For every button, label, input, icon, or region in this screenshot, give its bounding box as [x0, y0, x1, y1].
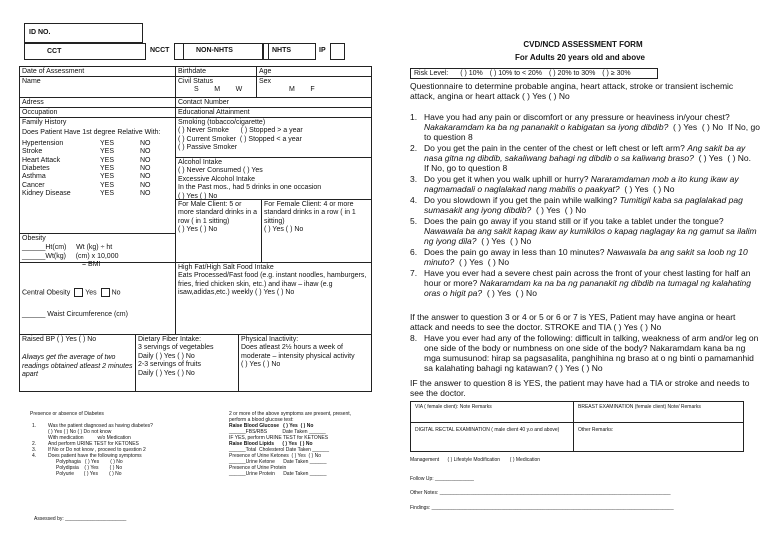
food-intake-label: High Fat/High Salt Food Intake	[178, 264, 274, 271]
waist-circumference[interactable]: ______ Waist Circumference (cm)	[22, 311, 128, 319]
question-answer-options[interactable]: ( ) Yes ( ) No	[531, 205, 587, 215]
ip-checkbox[interactable]	[330, 43, 345, 60]
patient-info-table	[19, 66, 372, 392]
smoking-label: Smoking (tobacco/cigarette)	[178, 119, 266, 126]
date-label: Date of Assessment	[22, 68, 85, 75]
birthdate-label: Birthdate	[178, 68, 207, 75]
risk-option-4[interactable]: ( ) ≥ 30%	[602, 70, 631, 77]
smoking-section	[175, 117, 372, 158]
question-item	[410, 216, 760, 246]
family-history-condition: Asthma	[22, 173, 46, 181]
obesity-label: Obesity	[22, 235, 46, 242]
question-translation: Nawawala ba ang sakit kapag ikaw ay kumikilos o kapag naglagay ka ng gamut sa ilalim ng iyong dila?	[424, 226, 757, 246]
family-history-no[interactable]: NO	[140, 190, 151, 198]
family-history-row	[22, 165, 173, 173]
question-item	[410, 195, 760, 215]
risk-option-1[interactable]: ( ) 10%	[460, 70, 483, 77]
blood-test-section	[229, 411, 364, 477]
fiber-veg: 3 servings of vegetables	[138, 344, 214, 352]
diabetes-num-4: 4.	[32, 453, 37, 459]
sex-options: M F	[289, 86, 315, 94]
physical-label: Physical Inactivity:	[241, 336, 299, 343]
central-obesity-no: No	[111, 288, 121, 296]
female-client-text: For Female Client: 4 or more standard drinks in a row ( in 1 sitting)	[264, 201, 356, 225]
obesity-bmi: = BMI	[82, 261, 101, 269]
symptom-polyurie[interactable]: Polyurie ( ) Yes ( ) No	[56, 471, 122, 477]
question-number: 4.	[410, 195, 418, 205]
family-history-row	[22, 173, 173, 181]
name-field[interactable]	[19, 76, 176, 98]
question-number: 7.	[410, 268, 418, 278]
family-history-yes[interactable]: YES	[100, 173, 115, 181]
smoking-options-1[interactable]: ( ) Never Smoke ( ) Stopped > a year	[178, 127, 303, 135]
breast-label: BREAST EXAMINATION (female client) Note/ Remarks	[578, 404, 701, 410]
address-label: Adress	[22, 99, 44, 106]
ncct-label: NCCT	[150, 47, 170, 54]
family-history-label: Family History	[22, 119, 67, 126]
sex-field[interactable]	[256, 76, 372, 98]
age-label: Age	[259, 68, 272, 75]
physical-options[interactable]: ( ) Yes ( ) No	[241, 361, 281, 369]
alcohol-past-options[interactable]: ( ) Yes ( ) No	[178, 192, 218, 200]
question-answer-options[interactable]: ( ) Yes ( ) No	[454, 257, 510, 267]
male-client-text: For Male Client: 5 or more standard drinks in a row ( in 1 sitting)	[178, 201, 257, 225]
family-history-no[interactable]: NO	[140, 173, 151, 181]
question-text: Have you ever had a severe chest pain across the front of your chest lasting for half an hour or more?	[424, 268, 751, 288]
raised-bp-note: Always get the average of two readings obtained atleast 2 minutes apart	[22, 354, 133, 379]
urine-protein[interactable]: ______Urine Protein Date Taken ______	[229, 471, 327, 477]
fbs-rbs[interactable]: ______FBS/RBS Date Taken ______	[229, 429, 326, 435]
male-client-section	[175, 199, 262, 263]
civil-status-label: Civil Status	[178, 78, 214, 85]
central-obesity-row	[22, 288, 173, 298]
question-8-number: 8.	[410, 333, 418, 343]
raised-bp-label[interactable]: Raised BP ( ) Yes ( ) No	[22, 336, 97, 343]
family-history-condition: Diabetes	[22, 164, 50, 172]
nhts-label: NHTS	[272, 47, 292, 54]
family-history-no[interactable]: NO	[140, 164, 151, 172]
family-history-condition: Stroke	[22, 148, 43, 156]
question-number: 2.	[410, 143, 418, 153]
assessed-by[interactable]: Assessed by: ______________________	[34, 516, 127, 522]
question-translation: Tumitigil kaba sa paglalakad pag sumasakit ang iyong dibdib?	[424, 195, 743, 215]
question-translation: Nakakaramdam ka ba ng pananakit o kabigatan sa iyong dibdib?	[424, 122, 669, 132]
raised-bp-section	[19, 334, 136, 392]
question-answer-options[interactable]: ( ) Yes ( ) No	[619, 184, 675, 194]
diabetes-num-1: 1.	[32, 423, 37, 429]
question-item	[410, 143, 760, 173]
question-translation: Nawawala ba ang sakit sa loob ng 10 minuto?	[424, 247, 748, 267]
family-history-no[interactable]: NO	[140, 148, 151, 156]
occupation-label: Occupation	[22, 109, 58, 116]
diabetes-item-2: And perform URINE TEST for KETONES	[48, 441, 139, 447]
other-remarks-cell[interactable]	[573, 422, 744, 452]
symptom-polyphagia[interactable]: Polyphagia ( ) Yes ( ) No	[56, 459, 123, 465]
via-exam-cell[interactable]	[410, 401, 574, 423]
id-label: ID NO.	[29, 29, 51, 36]
obesity-section	[19, 233, 176, 335]
question-translation: Ang sakit ba ay nasa gitna ng dibdib, sakaliwang bahagi ng dibdib o sa kaliwang braso?	[424, 143, 746, 163]
other-remarks-label: Other Remarks:	[578, 427, 614, 433]
question-number: 1.	[410, 112, 418, 122]
diabetes-item-3: If No or Do not know , proceed to question 2	[48, 447, 146, 453]
symptom-polydipsia[interactable]: Polydipsia ( ) Yes ( ) No	[56, 465, 123, 471]
urine-ketone[interactable]: ______Urine Ketone Date Taken ______	[229, 459, 327, 465]
female-client-section	[261, 199, 372, 263]
obesity-height[interactable]: ______Ht(cm) Wt (kg) ÷ ht	[22, 244, 113, 252]
cct-box[interactable]	[24, 43, 146, 60]
food-intake-section	[175, 262, 372, 335]
question-8-text[interactable]: Have you ever had any of the following: difficult in talking, weakness of arm and/or leg on one side of the body or numbness on one side of the body? Nakaramdam kana ba ng mga sumusunod: hirap sa pagsasalita, panghihina ng braso at o ng binti o pamamanhid sa kalahating bahagi ng katawan? ( ) Yes ( ) No	[424, 333, 759, 373]
cct-label: CCT	[47, 48, 62, 55]
alcohol-past-months: In the Past mos., had 5 drinks in one occasion	[178, 184, 322, 192]
education-label: Educational Attainment	[178, 109, 250, 116]
central-obesity-no-checkbox[interactable]	[101, 288, 110, 297]
excessive-alcohol-label: Excessive Alcohol Intake	[178, 175, 256, 183]
name-label: Name	[22, 78, 41, 85]
food-intake-text[interactable]: Eats Processed/Fast food (e.g. instant noodles, hamburgers, fries, fried chicken skin, etc.) and ihaw – ihaw (e.g isaw,adidas,etc.) weekly ( ) Yes ( ) No	[178, 272, 367, 297]
alcohol-section	[175, 157, 372, 200]
question-answer-options[interactable]: ( ) Yes ( ) No	[476, 236, 532, 246]
family-history-row	[22, 190, 173, 198]
family-history-condition: Hypertension	[22, 139, 64, 147]
risk-level-box	[410, 68, 658, 79]
question-number: 6.	[410, 247, 418, 257]
id-number-box[interactable]	[24, 23, 143, 43]
family-history-no[interactable]: NO	[140, 156, 151, 164]
sex-label: Sex	[259, 78, 272, 85]
diabetes-title: Presence or absence of Diabetes	[30, 411, 104, 417]
question-text: Do you slowdown if you get the pain while walking?	[424, 195, 620, 205]
female-client-options[interactable]: ( ) Yes ( ) No	[264, 226, 304, 234]
questionnaire-list	[410, 112, 763, 299]
ip-label: IP	[319, 47, 326, 54]
raise-blood-glucose[interactable]: Raise Blood Glucose ( ) Yes ( ) No	[229, 423, 314, 429]
physical-inactivity-section	[238, 334, 372, 392]
diabetes-item-1b[interactable]: With medication w/o Medication	[48, 435, 131, 441]
total-cholesterol[interactable]: ______Total Cholesterol Date Taken ______	[229, 447, 329, 453]
risk-option-2[interactable]: ( ) 10% to < 20%	[489, 70, 543, 77]
contact-label: Contact Number	[178, 99, 229, 106]
family-history-row	[22, 148, 173, 156]
diabetes-item-4: Does patient have the following symptoms	[48, 453, 142, 459]
fiber-fruit-options[interactable]: Daily ( ) Yes ( ) No	[138, 369, 195, 377]
question-8	[410, 333, 760, 373]
question-text: Have you had any pain or discomfort or any pressure or heaviness in/your chest?	[424, 112, 730, 122]
urine-ketones-presence[interactable]: Presence of Urine Ketones ( ) Yes ( ) No	[229, 453, 321, 459]
obesity-weight[interactable]: ______Wt(kg) (cm) x 10,000	[22, 252, 119, 260]
family-history-yes[interactable]: YES	[100, 181, 115, 189]
smoking-options-3[interactable]: ( ) Passive Smoker	[178, 144, 238, 152]
diabetes-item-1a[interactable]: ( ) Yes ( ) No ( ) Do not know	[48, 429, 112, 435]
dre-exam-cell[interactable]	[410, 422, 574, 452]
family-history-list	[22, 140, 173, 199]
other-notes-field[interactable]: Other Notes: ___________________________________________________________________________________	[410, 490, 671, 496]
angina-note: If the answer to question 3 or 4 or 5 or 6 or 7 is YES, Patient may have angina or heart attack and needs to see the doctor. STROKE and TIA ( ) Yes ( ) No	[410, 312, 736, 332]
question-number: 3.	[410, 174, 418, 184]
diabetes-num-2: 2.	[32, 441, 37, 447]
question-item	[410, 174, 760, 194]
fiber-fruit: 2-3 servings of fruits	[138, 361, 202, 369]
form-subtitle: For Adults 20 years old and above	[515, 53, 645, 62]
smoking-options-2[interactable]: ( ) Current Smoker ( ) Stopped < a year	[178, 135, 302, 143]
question-number: 5.	[410, 216, 418, 226]
urine-ketones-note: IF YES, perform URINE TEST for KETONES	[229, 435, 329, 441]
risk-level-label: Risk Level:	[414, 70, 449, 77]
alcohol-label: Alcohol Intake	[178, 159, 222, 166]
question-translation: Nararamdaman mob a ito kung ikaw ay nagmamadali o naglalakad nang mabilis o paakyat?	[424, 174, 739, 194]
civil-status-options: S M W	[194, 86, 243, 94]
family-history-condition: Kidney Disease	[22, 190, 71, 198]
family-history-question: Does Patient Have 1st degree Relative With:	[22, 129, 161, 137]
question-answer-options[interactable]: ( ) Yes ( ) No If No, go to question 8	[424, 122, 763, 142]
questionnaire-intro: Questionnaire to determine probable angina, heart attack, stroke or transient ischemic attack, angina or heart attack ( ) Yes ( ) No	[410, 81, 734, 101]
diabetes-item-1: Was the patient diagnosed as having diabetes?	[48, 423, 153, 429]
alcohol-options[interactable]: ( ) Never Consumed ( ) Yes	[178, 167, 263, 175]
family-history-row	[22, 182, 173, 190]
non-nhts-box[interactable]	[183, 43, 263, 60]
question-answer-options[interactable]: ( ) Yes ( ) No. If No, go to question 8	[424, 153, 756, 173]
question-text: Do you get the pain in the center of the chest or left chest or left arm?	[424, 143, 688, 153]
civil-status-field[interactable]	[175, 76, 257, 98]
fiber-label: Dietary Fiber Intake:	[138, 336, 202, 343]
blood-test-intro: 2 or more of the above symptoms are present, present, perform a blood glucose test:	[229, 411, 352, 423]
question-item	[410, 247, 760, 267]
raise-blood-lipids[interactable]: Raise Blood Lipids ( ) Yes ( ) No	[229, 441, 313, 447]
via-label: VIA ( female client): Note Remarks	[415, 404, 492, 410]
family-history-yes[interactable]: YES	[100, 190, 115, 198]
family-history-row	[22, 140, 173, 148]
family-history-no[interactable]: NO	[140, 139, 151, 147]
stroke-note: IF the answer to question 8 is YES, the patient may have had a TIA or stroke and needs to see the doctor.	[410, 378, 750, 398]
central-obesity-yes-checkbox[interactable]	[74, 288, 83, 297]
follow-up-field[interactable]: Follow Up: ______________	[410, 476, 474, 482]
question-text: Do you get it when you walk uphill or hurry?	[424, 174, 591, 184]
question-text: Does the pain go away if you stand still or if you take a tablet under the tongue?	[424, 216, 724, 226]
question-answer-options[interactable]: ( ) Yes ( ) No	[482, 288, 537, 298]
family-history-yes[interactable]: YES	[100, 139, 115, 147]
findings-field[interactable]: Findings: _______________________________________________________________________________________	[410, 505, 674, 511]
diabetes-section	[30, 411, 220, 477]
male-client-options[interactable]: ( ) Yes ( ) No	[178, 226, 218, 234]
question-text: Does the pain go away in less than 10 minutes?	[424, 247, 607, 257]
family-history-yes[interactable]: YES	[100, 164, 115, 172]
breast-exam-cell[interactable]	[573, 401, 744, 423]
form-title: CVD/NCD ASSESSMENT FORM	[523, 40, 643, 49]
question-translation: Nakaramdam ka na ba ng pananakit ng dibdib na tumagal ng kalahating oras o higit pa?	[424, 278, 751, 298]
nhts-box[interactable]	[268, 43, 316, 60]
fiber-intake-section	[135, 334, 239, 392]
diabetes-num-3: 3.	[32, 447, 37, 453]
family-history-condition: Heart Attack	[22, 156, 61, 164]
non-nhts-label: NON-NHTS	[196, 47, 233, 54]
family-history-condition: Cancer	[22, 181, 45, 189]
fiber-veg-options[interactable]: Daily ( ) Yes ( ) No	[138, 352, 195, 360]
question-item	[410, 268, 760, 298]
central-obesity-label: Central Obesity	[22, 288, 71, 296]
dre-label: DIGITAL RECTAL EXAMINATION ( male client 40 y.o and above)	[415, 427, 560, 433]
question-item	[410, 112, 763, 142]
management-row[interactable]: Management ( ) Lifestyle Modification ( ) Medication	[410, 457, 541, 463]
family-history-no[interactable]: NO	[140, 181, 151, 189]
urine-protein-presence: Presence of Urine Protein	[229, 465, 287, 471]
family-history-yes[interactable]: YES	[100, 148, 115, 156]
physical-text: Does atleast 2½ hours a week of moderate – intensity physical activity	[241, 344, 355, 360]
risk-option-3[interactable]: ( ) 20% to 30%	[549, 70, 596, 77]
family-history-row	[22, 157, 173, 165]
family-history-yes[interactable]: YES	[100, 156, 115, 164]
central-obesity-yes: Yes	[85, 288, 97, 296]
